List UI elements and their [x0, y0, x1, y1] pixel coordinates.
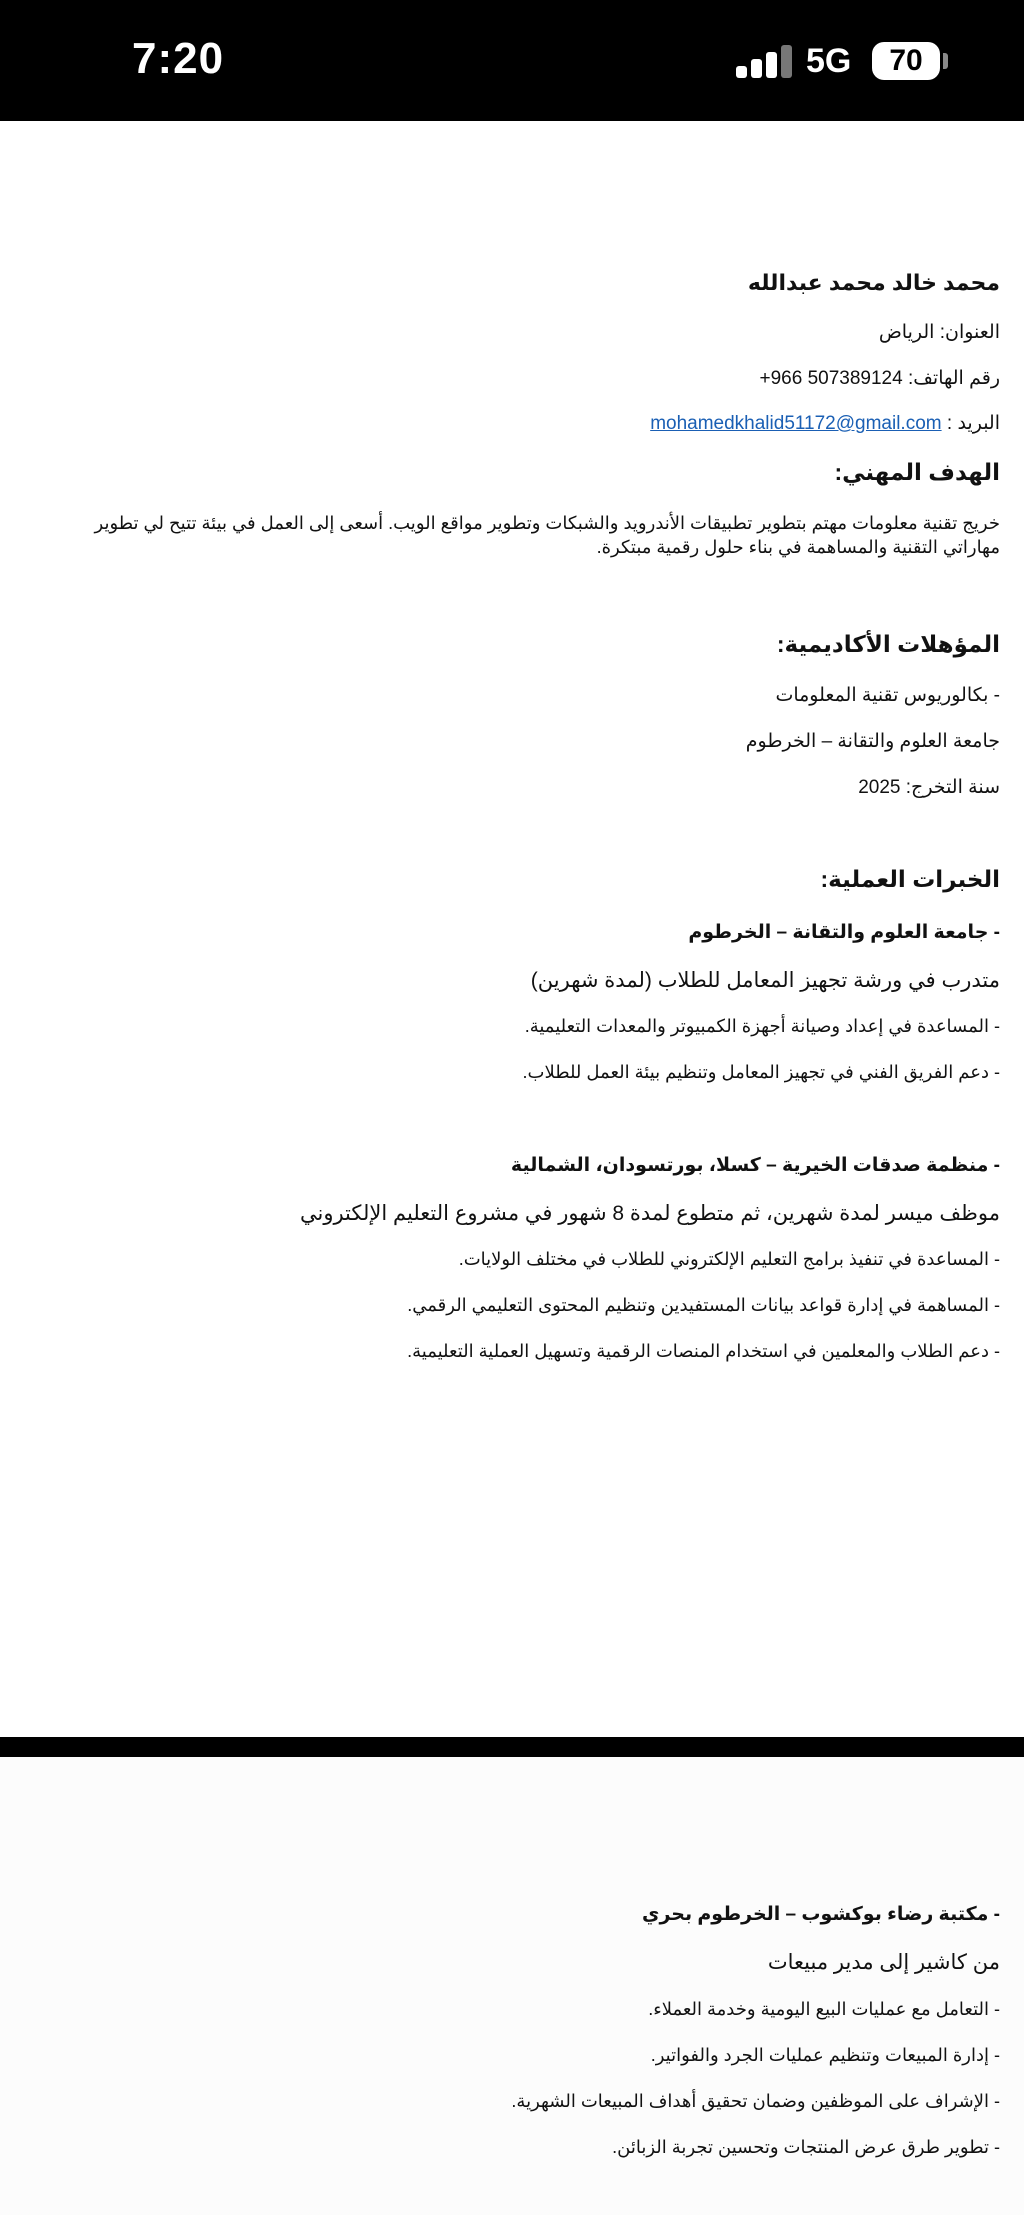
- document-page-2: [0, 1757, 1024, 2215]
- job-3-role: من كاشير إلى مدير مبيعات: [767, 1951, 1000, 1974]
- email-link[interactable]: mohamedkhalid51172@gmail.com: [650, 413, 942, 434]
- experience-heading: الخبرات العملية:: [820, 866, 1000, 892]
- email-label: البريد :: [946, 413, 1000, 434]
- job-2-bullet-1: - المساعدة في تنفيذ برامج التعليم الإلكتروني للطلاب في مختلف الولايات.: [458, 1249, 1000, 1269]
- objective-heading: الهدف المهني:: [834, 459, 1000, 485]
- job-3-bullet-2: - إدارة المبيعات وتنظيم عمليات الجرد والفواتير.: [650, 2045, 1000, 2065]
- status-time: 7:20: [132, 34, 225, 83]
- battery-icon: [872, 42, 940, 80]
- phone-number: +966 507389124: [759, 368, 903, 389]
- job-2-company: - منظمة صدقات الخيرية – كسلا، بورتسودان، الشمالية: [510, 1155, 1000, 1176]
- education-graduation: سنة التخرج: 2025: [858, 777, 1000, 798]
- page-separator: [0, 1737, 1024, 1757]
- cellular-signal-icon: [736, 44, 792, 78]
- job-1-role: متدرب في ورشة تجهيز المعامل للطلاب (لمدة شهرين): [530, 969, 1000, 992]
- phone-label: رقم الهاتف:: [907, 368, 1000, 389]
- job-3-company: - مكتبة رضاء بوكشوب – الخرطوم بحري: [642, 1904, 1000, 1925]
- job-3-bullet-1: - التعامل مع عمليات البيع اليومية وخدمة العملاء.: [648, 1999, 1000, 2019]
- phone-line: [760, 367, 1001, 390]
- status-bar: [0, 0, 1024, 121]
- job-1-bullet-1: - المساعدة في إعداد وصيانة أجهزة الكمبيوتر والمعدات التعليمية.: [524, 1016, 1000, 1036]
- job-2-bullet-3: - دعم الطلاب والمعلمين في استخدام المنصات الرقمية وتسهيل العملية التعليمية.: [407, 1341, 1000, 1361]
- battery-level: 70: [889, 44, 923, 77]
- network-type: 5G: [806, 42, 852, 80]
- job-2-bullet-2: - المساهمة في إدارة قواعد بيانات المستفيدين وتنظيم المحتوى التعليمي الرقمي.: [407, 1295, 1000, 1315]
- battery-tip-icon: [943, 53, 948, 69]
- resume-name: محمد خالد محمد عبدالله: [747, 270, 1000, 295]
- job-3-bullet-4: - تطوير طرق عرض المنتجات وتحسين تجربة الزبائن.: [612, 2137, 1000, 2157]
- job-1-bullet-2: - دعم الفريق الفني في تجهيز المعامل وتنظيم بيئة العمل للطلاب.: [522, 1062, 1000, 1082]
- objective-text: خريج تقنية معلومات مهتم بتطوير تطبيقات الأندرويد والشبكات وتطوير مواقع الويب. أسعى إلى العمل في بيئة تتيح لي تطوير مهاراتي التقنية والمساهمة في بناء حلول رقمية مبتكرة.: [94, 513, 1000, 557]
- job-3-bullet-3: - الإشراف على الموظفين وضمان تحقيق أهداف المبيعات الشهرية.: [511, 2091, 1000, 2111]
- job-1-company: - جامعة العلوم والتقانة – الخرطوم: [688, 922, 1000, 943]
- education-university: جامعة العلوم والتقانة – الخرطوم: [745, 731, 1000, 752]
- job-2-role: موظف ميسر لمدة شهرين، ثم متطوع لمدة 8 شهور في مشروع التعليم الإلكتروني: [299, 1202, 1000, 1225]
- education-heading: المؤهلات الأكاديمية:: [776, 631, 1000, 657]
- education-degree: - بكالوريوس تقنية المعلومات: [775, 685, 1000, 706]
- document-page-1: [0, 121, 1024, 1737]
- address: العنوان: الرياض: [878, 322, 1000, 343]
- email-line: [650, 412, 1000, 435]
